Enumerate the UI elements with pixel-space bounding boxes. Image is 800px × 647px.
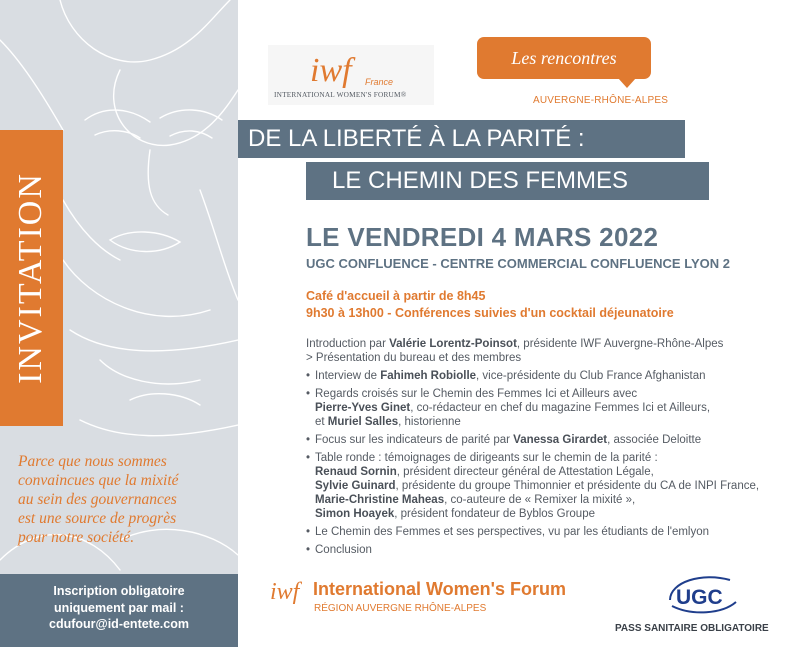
tagline-line: convaincues que la mixité xyxy=(18,472,179,489)
tagline-line: pour notre société. xyxy=(18,529,135,546)
title-line-1: DE LA LIBERTÉ À LA PARITÉ : xyxy=(248,125,585,152)
speaker-name: Renaud Sornin xyxy=(315,466,397,478)
iwf-footer-logo-icon xyxy=(270,575,310,609)
program-subline: Simon Hoayek, président fondateur de Byblos Groupe xyxy=(315,508,595,520)
iwf-logo-caption: INTERNATIONAL WOMEN'S FORUM® xyxy=(274,90,407,99)
speaker-name: Pierre-Yves Ginet xyxy=(315,402,411,414)
bullet-icon: • xyxy=(306,452,311,464)
tagline-line: au sein des gouvernances xyxy=(18,491,177,508)
program-subline: Pierre-Yves Ginet, co-rédacteur en chef du magazine Femmes Ici et Ailleurs, xyxy=(315,402,711,414)
left-panel xyxy=(0,0,238,647)
program-item-table-ronde: • Table ronde : témoignages de dirigeants sur le chemin de la parité : xyxy=(306,452,658,464)
region-label: AUVERGNE-RHÔNE-ALPES xyxy=(533,95,669,106)
program-item-chemin: • Le Chemin des Femmes et ses perspectives, vu par les étudiants de l'emlyon xyxy=(306,526,710,538)
program-item-conclusion: • Conclusion xyxy=(306,544,372,556)
program-list xyxy=(306,337,792,557)
speaker-name: Sylvie Guinard xyxy=(315,480,396,492)
iwf-france-logo xyxy=(268,45,434,105)
program-item-regards: • Regards croisés sur le Chemin des Femmes Ici et Ailleurs avec xyxy=(306,388,638,400)
speaker-name: Fahimeh Robiolle xyxy=(380,370,477,382)
event-date: LE VENDREDI 4 MARS 2022 xyxy=(306,222,659,252)
program-intro-sub: > Présentation du bureau et des membres xyxy=(306,352,522,364)
bullet-icon: • xyxy=(306,434,311,446)
bullet-icon: • xyxy=(306,544,311,556)
program-subline: Renaud Sornin, président directeur général de Attestation Légale, xyxy=(315,466,654,478)
program-item-interview: • Interview de Fahimeh Robiolle, vice-présidente du Club France Afghanistan xyxy=(306,370,706,382)
program-subline: et Muriel Salles, historienne xyxy=(315,416,461,428)
title-line-2: LE CHEMIN DES FEMMES xyxy=(332,167,629,194)
svg-text:iwf: iwf xyxy=(310,52,352,89)
schedule-welcome: Café d'accueil à partir de 8h45 xyxy=(306,289,486,303)
program-subline: Sylvie Guinard, présidente du groupe Thimonnier et présidente du CA de INPI France, xyxy=(315,480,760,492)
rencontres-bubble: Les rencontres xyxy=(477,37,651,79)
signup-email-link[interactable]: cdufour@id-entete.com xyxy=(49,617,189,631)
ugc-logo xyxy=(662,570,742,618)
svg-text:iwf: iwf xyxy=(270,579,300,605)
signup-line: uniquement par mail : xyxy=(54,600,184,615)
schedule-conferences: 9h30 à 13h00 - Conférences suivies d'un cocktail déjeunatoire xyxy=(306,306,674,320)
footer-org-name: International Women's Forum xyxy=(313,579,566,599)
speech-bubble-tail xyxy=(618,78,636,88)
tagline-line: Parce que nous sommes xyxy=(18,453,167,470)
speaker-name: Vanessa Girardet xyxy=(513,434,608,446)
speaker-name: Muriel Salles xyxy=(327,416,399,428)
signup-box xyxy=(0,574,238,647)
tagline-line: est une source de progrès xyxy=(18,510,177,527)
event-venue: UGC CONFLUENCE - CENTRE COMMERCIAL CONFLUENCE LYON 2 xyxy=(306,256,730,271)
speaker-name: Valérie Lorentz-Poinsot xyxy=(389,338,517,350)
invitation-label: INVITATION xyxy=(12,172,49,384)
footer-region: RÉGION AUVERGNE RHÔNE-ALPES xyxy=(314,603,487,614)
bullet-icon: • xyxy=(306,526,311,538)
pass-sanitaire: PASS SANITAIRE OBLIGATOIRE xyxy=(615,623,769,634)
signup-line: Inscription obligatoire xyxy=(53,584,185,598)
bullet-icon: • xyxy=(306,388,311,400)
bullet-icon: • xyxy=(306,370,311,382)
speaker-name: Simon Hoayek xyxy=(315,508,395,520)
speaker-name: Marie-Christine Maheas xyxy=(315,494,445,506)
program-subline: Marie-Christine Maheas, co-auteure de « Remixer la mixité », xyxy=(315,494,636,506)
ugc-logo-text: UGC xyxy=(676,586,723,609)
program-item-focus: • Focus sur les indicateurs de parité par Vanessa Girardet, associée Deloitte xyxy=(306,434,702,446)
iwf-logo-mark xyxy=(308,49,368,91)
iwf-logo-france: France xyxy=(365,77,394,87)
program-intro: Introduction par Valérie Lorentz-Poinsot, présidente IWF Auvergne-Rhône-Alpes xyxy=(306,338,724,350)
tagline xyxy=(18,452,233,547)
